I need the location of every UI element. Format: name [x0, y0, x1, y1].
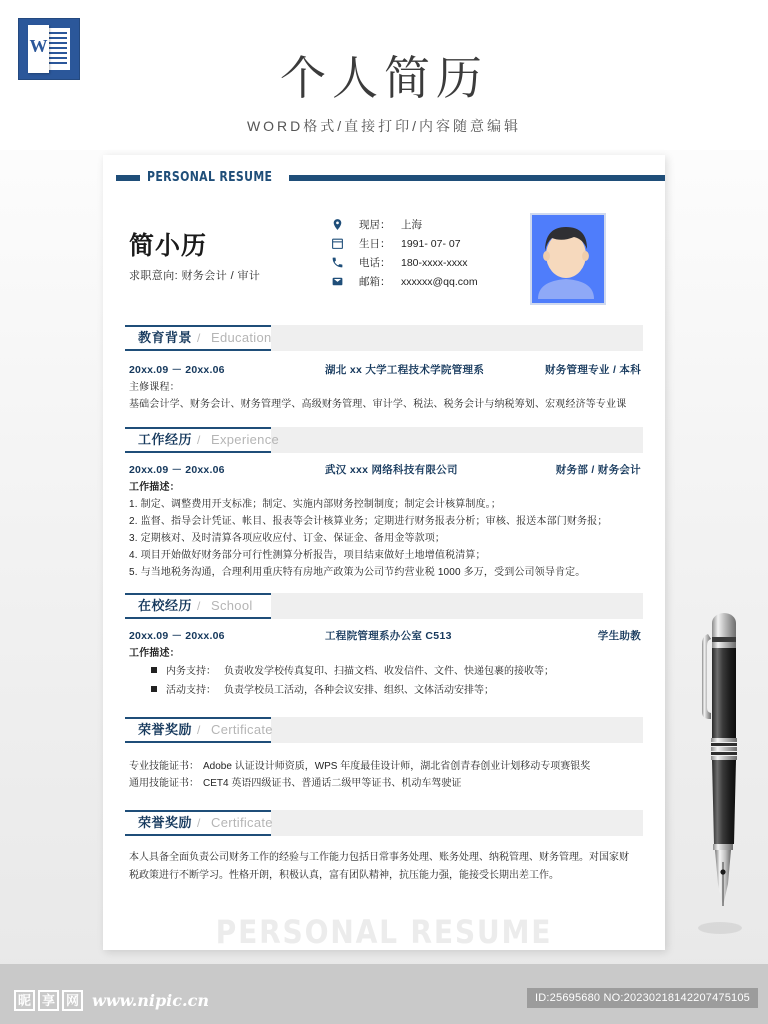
- section-title-cn: 荣誉奖励: [138, 815, 193, 830]
- body-line: 工作描述：: [129, 482, 180, 493]
- calendar-icon: [331, 237, 345, 251]
- location-pin-icon: [331, 218, 345, 232]
- body-line: 3. 定期核对、及时清算各项应收应付、订金、保证金、备用金等款项；: [129, 533, 446, 544]
- body-line: 5. 与当地税务沟通，合理利用重庆特有房地产政策为公司节约营业税 1000 多万，受到公司领导肯定。: [129, 567, 586, 578]
- section-title-cn: 工作经历: [138, 432, 193, 447]
- bullet-key: 内务支持：: [166, 666, 216, 677]
- section-title-en: Certificate: [211, 722, 273, 737]
- entry-role: 学生助教: [597, 630, 641, 642]
- body-line: 1. 制定、调整费用开支标准；制定、实施内部财务控制制度；制定会计核算制度。；: [129, 499, 501, 510]
- nipic-url: www.nipic.cn: [92, 991, 209, 1010]
- contact-label: 邮箱：: [359, 276, 391, 288]
- paragraph-line: 税政策进行不断学习。性格开朗，积极认真，富有团队精神，抗压能力强，能接受长期出差工作。: [129, 870, 559, 881]
- list-item: [151, 663, 643, 680]
- entry-head-experience: [129, 463, 641, 478]
- certificate-key: 专业技能证书：: [129, 761, 199, 772]
- contact-label: 现居：: [359, 219, 391, 231]
- square-bullet-icon: [151, 686, 157, 692]
- body-line: 2. 监督、指导会计凭证、帐目、报表等会计核算业务；定期进行财务报表分析；审核、报送本部门财务报；: [129, 516, 608, 527]
- contact-row-phone: [331, 254, 561, 273]
- avatar: [530, 213, 606, 305]
- entry-role: 财务部 / 财务会计: [555, 464, 641, 476]
- section-header-certificate: [125, 717, 643, 743]
- phone-icon: [331, 256, 345, 270]
- section-title-en: Experience: [211, 432, 280, 447]
- section-title-en: Education: [211, 330, 272, 345]
- mail-icon: [331, 275, 345, 289]
- body-line: 主修课程：: [129, 382, 180, 393]
- section-title-cn: 教育背景: [138, 330, 193, 345]
- entry-org: 武汉 xxx 网络科技有限公司: [325, 464, 458, 476]
- section-header-education: [125, 325, 643, 351]
- section-header-experience: [125, 427, 643, 453]
- section-slash: /: [197, 816, 201, 830]
- square-bullet-icon: [151, 667, 157, 673]
- contact-row-location: [331, 216, 561, 235]
- list-item: [151, 682, 643, 699]
- section-slash: /: [197, 331, 201, 345]
- contact-value-birthday: 1991- 07- 07: [401, 238, 461, 250]
- entry-org: 湖北 xx 大学工程技术学院管理系: [325, 364, 485, 376]
- paragraph-line: 本人具备全面负责公司财务工作的经验与工作能力包括日常事务处理、账务处理、纳税管理、财务管理。对国家财: [129, 852, 629, 863]
- resume-sheet: [103, 155, 665, 950]
- certificate-text: Adobe 认证设计师资质，WPS 年度最佳设计师，湖北省创青春创业计划移动专项赛银奖: [203, 761, 591, 772]
- certificate-line: [129, 758, 643, 775]
- nipic-logo-char: 昵: [14, 990, 35, 1011]
- contact-label: 电话：: [359, 257, 391, 269]
- entry-head-school: [129, 629, 641, 644]
- entry-date: 20xx.09 － 20xx.06: [129, 464, 225, 476]
- section-title-en: School: [211, 598, 253, 613]
- banner-title: 个人简历: [280, 51, 488, 105]
- asset-id-badge: ID:25695680 NO:20230218142207475105: [527, 988, 758, 1008]
- bullet-text: 负责学校员工活动，各种会议安排、组织、文体活动安排等；: [224, 685, 494, 696]
- certificate-text: CET4 英语四级证书、普通话二级甲等证书、机动车驾驶证: [203, 778, 462, 789]
- section-header-certificate-2: [125, 810, 643, 836]
- entry-role: 财务管理专业 / 本科: [544, 364, 641, 376]
- entry-date: 20xx.09 － 20xx.06: [129, 630, 225, 642]
- section-title-en: Certificate: [211, 815, 273, 830]
- word-icon-letter: W: [29, 36, 48, 56]
- brand-dash-left: [116, 175, 140, 181]
- entry-org: 工程院管理系办公室 C513: [325, 630, 452, 642]
- body-line: 4. 项目开始做好财务部分可行性测算分析报告，项目结束做好土地增值税清算；: [129, 550, 486, 561]
- sheet-watermark: PERSONAL RESUME: [215, 913, 553, 950]
- section-title-cn: 在校经历: [138, 598, 193, 613]
- contact-value-location: 上海: [401, 219, 422, 231]
- bullet-text: 负责收发学校传真复印、扫描文档、收发信件、文件、快递包裹的接收等；: [224, 666, 554, 677]
- section-slash: /: [197, 599, 201, 613]
- fountain-pen-illustration: [686, 610, 756, 945]
- contact-row-birthday: [331, 235, 561, 254]
- section-slash: /: [197, 433, 201, 447]
- banner-subtitle: WORD格式/直接打印/内容随意编辑: [246, 118, 522, 134]
- entry-head-education: [129, 363, 641, 378]
- identity-block: [103, 213, 665, 323]
- job-objective: 求职意向: 财务会计 / 审计: [129, 270, 261, 282]
- bullet-key: 活动支持：: [166, 685, 216, 696]
- body-line: 工作描述：: [129, 648, 180, 659]
- section-header-school: [125, 593, 643, 619]
- section-title-cn: 荣誉奖励: [138, 722, 193, 737]
- entry-date: 20xx.09 － 20xx.06: [129, 364, 225, 376]
- body-line: 基础会计学、财务会计、财务管理学、高级财务管理、审计学、税法、税务会计与纳税筹划、宏观经济等专业课: [129, 399, 627, 410]
- certificate-key: 通用技能证书：: [129, 778, 199, 789]
- candidate-name: 简小历: [129, 232, 208, 260]
- nipic-logo: [14, 990, 209, 1011]
- contact-value-phone: 180-xxxx-xxxx: [401, 257, 468, 269]
- nipic-logo-char: 享: [38, 990, 59, 1011]
- nipic-logo-char: 网: [62, 990, 83, 1011]
- certificate-line: [129, 775, 643, 792]
- top-banner: [0, 0, 768, 150]
- brand-title: PERSONAL RESUME: [147, 170, 273, 185]
- contact-row-email: [331, 273, 561, 292]
- contact-value-email: xxxxxx@qq.com: [401, 276, 478, 288]
- resume-brand-row: [103, 170, 665, 186]
- brand-rule-right: [289, 175, 665, 181]
- contact-list: [331, 216, 561, 292]
- section-slash: /: [197, 723, 201, 737]
- contact-label: 生日：: [359, 238, 391, 250]
